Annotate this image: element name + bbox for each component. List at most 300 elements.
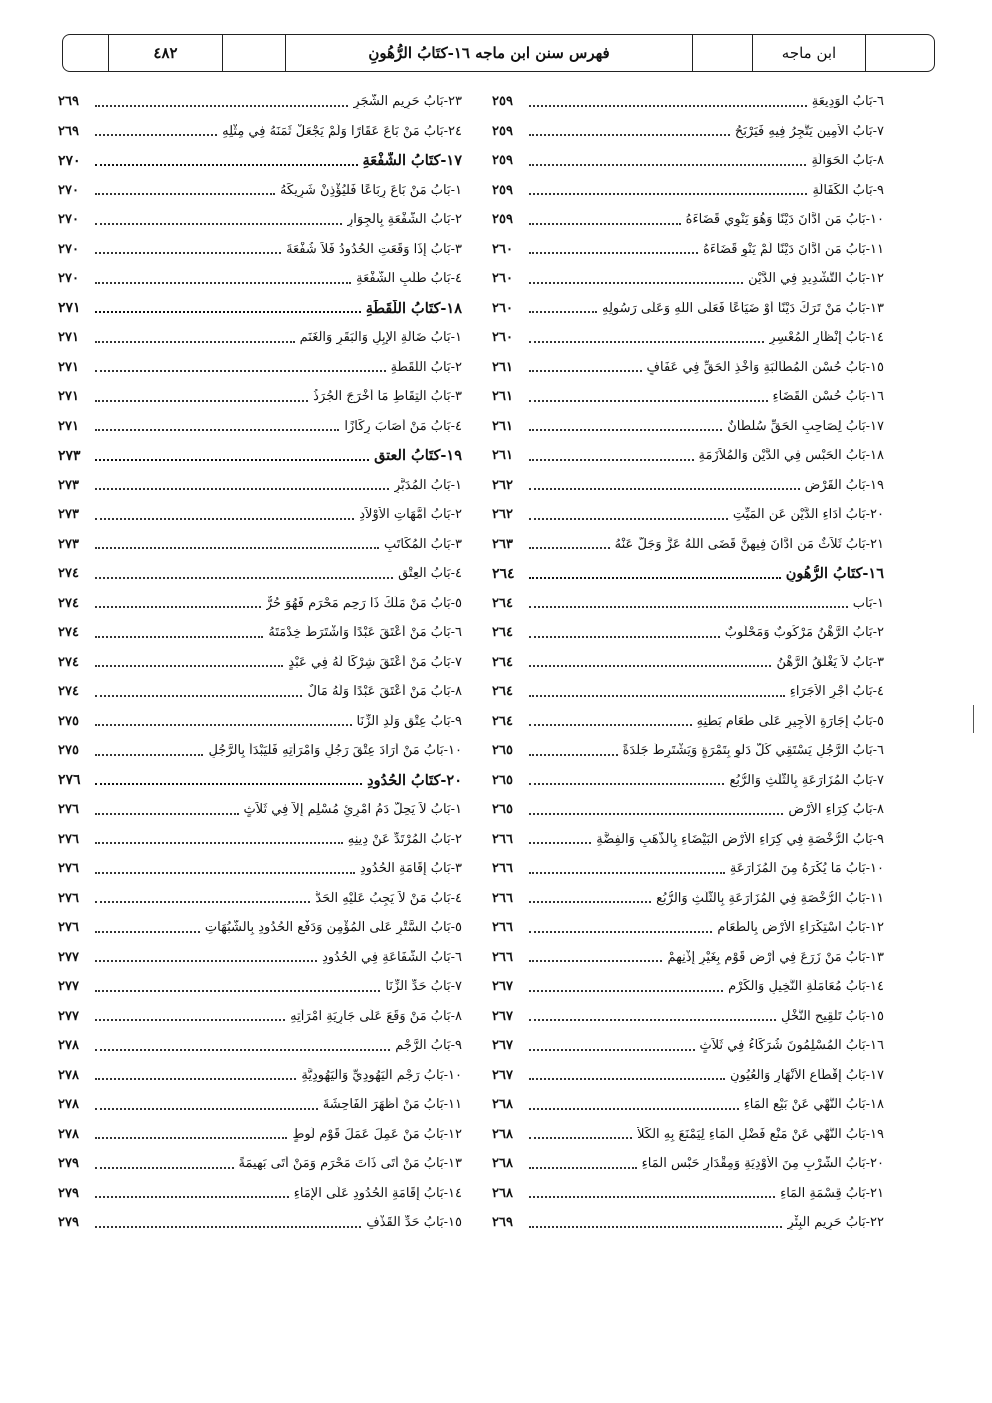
toc-entry-page: ٢٦٧ [492,979,513,995]
toc-entry-title: ٣-بَابُ إِذَا وَقَعَتِ الْحُدُودُ فَلاَ شُفْعَةَ [286,241,462,257]
dot-leader [95,783,362,785]
toc-entry [58,1002,462,1032]
toc-entry-title: ٤-بَابُ طَلَبِ الشُّفْعَةِ [356,271,462,287]
dot-leader [95,1137,287,1139]
toc-entry [492,117,884,147]
toc-entry [492,176,884,206]
toc-entry [492,382,884,412]
toc-entry [492,1179,884,1209]
toc-entry-title: ٣-بَابُ لاَ يَغْلَقُ الرَّهْنُ [776,654,884,670]
toc-entry [58,825,462,855]
toc-entry [58,677,462,707]
toc-entry [492,412,884,442]
toc-entry-page: ٢٦٤ [492,684,513,700]
toc-entry-page: ٢٦٧ [492,1008,513,1024]
dot-leader [95,636,263,638]
toc-entry [58,972,462,1002]
toc-entry-page: ٢٦٦ [492,861,513,877]
toc-entry-title: ١-بَاب [852,595,884,611]
toc-entry [492,500,884,530]
toc-entry [58,589,462,619]
dot-leader [95,193,275,195]
dot-leader [529,665,771,667]
toc-entry-page: ٢٥٩ [492,94,513,110]
toc-entry [58,87,462,117]
toc-entry-title: ١-بَابُ مَنْ بَاعَ رِبَاعًا فَلْيُؤْذِنْ شَرِيكَهُ [280,182,462,198]
dot-leader [529,488,800,490]
toc-entry [58,943,462,973]
toc-entry-title: ١٥-بَابُ حَدِّ الْقَذْفِ [366,1215,462,1231]
toc-entry [58,1208,462,1238]
toc-entry-page: ٢٦١ [492,389,513,405]
toc-entry-title: ١٥-بَابُ حُسْنِ الْمُطَالَبَةِ وَأَخْذِ الْحَقِّ فِي عَفَافٍ [646,359,884,375]
dot-leader [95,1196,289,1198]
toc-entry-page: ٢٦٢ [492,507,513,523]
toc-entry-title: ٩-بَابُ عِتْقِ وَلَدِ الزِّنَا [356,713,462,729]
toc-entry-page: ٢٧١ [58,359,79,375]
toc-entry-page: ٢٦٨ [492,1185,513,1201]
toc-entry [492,1208,884,1238]
dot-leader [95,459,369,461]
toc-entry-page: ٢٧٦ [58,831,79,847]
toc-entry-page: ٢٧٩ [58,1156,79,1172]
toc-entry-title: ٥-بَابُ السَّتْرِ عَلَى الْمُؤْمِنِ وَدَفْعِ الْحُدُودِ بِالشُّبُهَاتِ [204,920,462,936]
toc-entry [492,205,884,235]
toc-entry-page: ٢٧٦ [58,920,79,936]
toc-entry [492,1031,884,1061]
dot-leader [95,901,310,903]
toc-entry-page: ٢٦١ [492,418,513,434]
toc-entry-title: ٢٠-بَابُ أَدَاءِ الدَّيْنِ عَنِ الْمَيِّتِ [732,507,884,523]
toc-entry-page: ٢٦١ [492,359,513,375]
toc-entry-title: ٣-بَابُ إِقَامَةِ الْحُدُودِ [359,861,462,877]
toc-entry [58,205,462,235]
dot-leader [95,577,393,579]
toc-entry-title: ١٢-بَابُ اسْتِكْرَاءِ الأَرْضِ بِالطَّعَامِ [717,920,884,936]
toc-entry-title: ١٦-بَابُ حُسْنِ الْقَضَاءِ [772,389,884,405]
dot-leader [529,1078,725,1080]
toc-entry-title: ١٢-بَابُ التَّشْدِيدِ فِي الدَّيْنِ [748,271,884,287]
toc-entry [492,146,884,176]
toc-entry [58,235,462,265]
dot-leader [529,1137,632,1139]
toc-entry [492,1061,884,1091]
dot-leader [529,193,807,195]
toc-entry [492,1002,884,1032]
page-title: فهرس سنن ابن ماجه ١٦-كتَابُ الرُّهُونِ [286,35,693,71]
toc-entry [58,736,462,766]
dot-leader [95,960,317,962]
toc-entry-page: ٢٦٧ [492,1038,513,1054]
toc-book-heading [492,559,884,589]
dot-leader [95,931,200,933]
toc-entry-title: ١٨-بَابُ الْحَبْسِ فِي الدَّيْنِ وَالْمُلاَزَمَةِ [698,448,884,464]
dot-leader [95,1108,318,1110]
dot-leader [529,1049,695,1051]
toc-entry-title: ١١-بَابُ مَنِ ادَّانَ دَيْنًا لَمْ يَنْوِ قَضَاءَهُ [703,241,884,257]
toc-column-left [58,87,462,1238]
toc-entry [492,854,884,884]
toc-entry [58,117,462,147]
dot-leader [529,960,662,962]
toc-entry-title: ١-بَابُ لاَ يَحِلُّ دَمُ امْرِئٍ مُسْلِمٍ إِلاَّ فِي ثَلاَثٍ [243,802,462,818]
dot-leader [529,842,591,844]
dot-leader [529,606,848,608]
toc-entry-page: ٢٦٤ [492,565,515,582]
toc-entry-page: ٢٦٠ [492,300,513,316]
dot-leader [95,1167,234,1169]
page-number: ٤٨٢ [109,35,223,71]
dot-leader [529,429,722,431]
toc-entry-page: ٢٧٤ [58,625,79,641]
toc-entry-page: ٢٥٩ [492,153,513,169]
toc-entry-page: ٢٧٠ [58,212,79,228]
toc-entry [58,559,462,589]
toc-entry [492,530,884,560]
toc-entry-page: ٢٦٥ [492,772,513,788]
toc-entry-page: ٢٦٦ [492,890,513,906]
toc-entry-page: ٢٧٧ [58,1008,79,1024]
toc-entry [58,795,462,825]
toc-book-heading [58,294,462,324]
toc-entry-title: ٨-بَابُ مَنْ أَعْتَقَ عَبْدًا وَلَهُ مَالٌ [307,684,462,700]
toc-entry-page: ٢٧٧ [58,979,79,995]
toc-entry-page: ٢٧٩ [58,1185,79,1201]
toc-entry-page: ٢٦٧ [492,1067,513,1083]
toc-entry-page: ٢٧١ [58,389,79,405]
toc-entry-title: ٦-بَابُ الْوَدِيعَةِ [811,94,884,110]
dot-leader [95,1049,390,1051]
dot-leader [529,577,781,579]
toc-entry-page: ٢٧٠ [58,241,79,257]
toc-entry [58,1149,462,1179]
toc-entry-title: ٣-بَابُ الْتِقَاطِ مَا أَخْرَجَ الْجُرَذُ [313,389,462,405]
toc-entry-page: ٢٧١ [58,330,79,346]
dot-leader [529,901,651,903]
dot-leader [95,990,380,992]
toc-entry-page: ٢٧٤ [58,654,79,670]
toc-entry [492,884,884,914]
toc-entry-title: ٦-بَابُ الرَّجُلِ يَسْتَقِي كُلَّ دَلْوٍ بِتَمْرَةٍ وَيَشْتَرِطُ جَلْدَةً [622,743,884,759]
toc-entry-title: ٢-بَابُ أُمَّهَاتِ الأَوْلاَدِ [359,507,462,523]
dot-leader [95,547,379,549]
toc-entry-title: ٢-بَابُ اللُّقَطَةِ [390,359,462,375]
toc-entry-page: ٢٦٠ [492,271,513,287]
dot-leader [95,842,343,844]
dot-leader [529,311,597,313]
toc-entry-page: ٢٧٣ [58,477,79,493]
toc-entry [58,530,462,560]
dot-leader [529,282,743,284]
toc-entry-page: ٢٦٩ [58,94,79,110]
toc-entry-page: ٢٦٨ [492,1126,513,1142]
toc-entry-title: ١٣-بَابُ مَنْ تَرَكَ دَيْنًا أَوْ ضَيَاعًا فَعَلَى اللَّهِ وَعَلَى رَسُولِهِ [601,300,884,316]
toc-entry-page: ٢٧١ [58,418,79,434]
toc-entry-page: ٢٧٨ [58,1126,79,1142]
toc-entry-title: ٩-بَابُ الرُّخْصَةِ فِي كِرَاءِ الأَرْضِ الْبَيْضَاءِ بِالذَّهَبِ وَالْفِضَّةِ [596,831,884,847]
toc-entry-page: ٢٦٦ [492,920,513,936]
toc-entry-page: ٢٧٤ [58,684,79,700]
toc-entry [58,884,462,914]
margin-mark [973,705,974,733]
toc-entry-page: ٢٧٦ [58,890,79,906]
toc-entry [492,736,884,766]
toc-entry-page: ٢٦٨ [492,1097,513,1113]
toc-entry-title: ١١-بَابُ الرُّخْصَةِ فِي الْمُزَارَعَةِ بِالثُّلُثِ وَالرُّبُعِ [656,890,884,906]
toc-entry-title: ١٧-بَابُ لِصَاحِبِ الْحَقِّ سُلْطَانٌ [727,418,884,434]
toc-entry [492,235,884,265]
toc-entry-title: ١٠-بَابُ رَجْمِ الْيَهُودِيِّ وَالْيَهُودِيَّةِ [301,1067,462,1083]
toc-entry-page: ٢٧٩ [58,1215,79,1231]
dot-leader [95,370,386,372]
toc-entry-page: ٢٧٣ [58,536,79,552]
dot-leader [95,134,217,136]
toc-entry-title: ٤-بَابُ مَنْ أَصَابَ رِكَازًا [344,418,462,434]
toc-entry [58,176,462,206]
toc-entry-title: ٩-بَابُ الْكَفَالَةِ [812,182,884,198]
toc-entry-page: ٢٦٥ [492,802,513,818]
toc-entry [58,648,462,678]
dot-leader [529,1226,782,1228]
toc-entry-title: ١٧-كتَابُ الشُّفْعَةِ [362,152,462,170]
header-cell-empty [693,35,753,71]
toc-entry-title: ١٣-بَابُ مَنْ أَتَى ذَاتَ مَحْرَمٍ وَمَنْ أَتَى بَهِيمَةً [238,1156,462,1172]
toc-entry [492,913,884,943]
toc-entry-title: ٨-بَابُ كِرَاءِ الأَرْضِ [788,802,884,818]
toc-entry [58,412,462,442]
toc-entry-title: ٢٠-بَابُ الشُّرْبِ مِنَ الأَوْدِيَةِ وَمِقْدَارِ حَبْسِ الْمَاءِ [641,1156,884,1172]
toc-entry-title: ١٥-بَابُ تَلْقِيحِ النَّخْلِ [781,1008,884,1024]
dot-leader [95,488,389,490]
toc-entry [58,618,462,648]
toc-entry-page: ٢٦٩ [58,123,79,139]
toc-entry-page: ٢٧٦ [58,802,79,818]
toc-entry [58,854,462,884]
dot-leader [95,400,308,402]
toc-entry [58,471,462,501]
toc-entry [58,264,462,294]
dot-leader [95,1226,361,1228]
toc-entry-page: ٢٦٤ [492,713,513,729]
toc-entry-page: ٢٧٠ [58,182,79,198]
dot-leader [529,872,725,874]
dot-leader [529,105,807,107]
toc-entry [58,1179,462,1209]
page-header [62,34,935,72]
toc-entry-title: ٩-بَابُ الرَّجْمِ [395,1038,462,1054]
dot-leader [529,931,712,933]
toc-entry [492,1120,884,1150]
toc-entry [492,471,884,501]
toc-entry [492,353,884,383]
toc-entry-title: ٦-بَابُ مَنْ أَعْتَقَ عَبْدًا وَاشْتَرَطَ خِدْمَتَهُ [268,625,462,641]
dot-leader [529,341,764,343]
toc-entry [492,766,884,796]
toc-entry-page: ٢٧١ [58,300,81,317]
toc-entry-page: ٢٦٠ [492,241,513,257]
toc-entry-page: ٢٧٣ [58,507,79,523]
toc-entry-title: ٢-بَابُ الْمُرْتَدِّ عَنْ دِينِهِ [347,831,462,847]
toc-column-right [492,87,884,1238]
toc-entry-title: ١٩-بَابُ الْقَرْضِ [804,477,884,493]
dot-leader [95,695,302,697]
dot-leader [95,1078,296,1080]
toc-entry [492,825,884,855]
toc-book-heading [58,441,462,471]
dot-leader [529,813,783,815]
toc-entry-page: ٢٧٤ [58,566,79,582]
dot-leader [529,1196,775,1198]
dot-leader [95,872,355,874]
dot-leader [95,518,354,520]
toc-entry-title: ٧-بَابُ مَنْ أَعْتَقَ شِرْكًا لَهُ فِي عَبْدٍ [288,654,462,670]
toc-entry [58,323,462,353]
toc-entry-page: ٢٧٥ [58,713,79,729]
dot-leader [529,400,768,402]
toc-entry-title: ٥-بَابُ إِجَارَةِ الأَجِيرِ عَلَى طَعَامِ بَطْنِهِ [696,713,884,729]
toc-entry [492,589,884,619]
toc-entry [492,87,884,117]
toc-entry-page: ٢٦٤ [492,595,513,611]
toc-entry-title: ١٦-بَابُ الْمُسْلِمُونَ شُرَكَاءُ فِي ثَلاَثٍ [699,1038,884,1054]
dot-leader [529,783,724,785]
toc-entry-title: ٨-بَابُ مَنْ وَقَعَ عَلَى جَارِيَةِ امْرَأَتِهِ [290,1008,462,1024]
toc-entry-title: ١-بَابُ ضَالَّةِ الإِبِلِ وَالْبَقَرِ وَالْغَنَمِ [299,330,462,346]
toc-entry-title: ٤-بَابُ أَجْرِ الأُجَرَاءِ [789,684,884,700]
dot-leader [95,105,348,107]
toc-entry [492,943,884,973]
dot-leader [529,695,785,697]
dot-leader [529,164,806,166]
dot-leader [95,282,351,284]
toc-entry-title: ١٠-بَابُ مَنِ ادَّانَ دَيْنًا وَهُوَ يَنْوِي قَضَاءَهُ [685,212,884,228]
toc-entry-title: ٤-بَابُ الْعِتْقِ [398,566,462,582]
toc-entry [58,1120,462,1150]
toc-entry-page: ٢٧٨ [58,1038,79,1054]
toc-entry-title: ٥-بَابُ مَنْ مَلَكَ ذَا رَحِمٍ مَحْرَمٍ فَهُوَ حُرٌّ [265,595,462,611]
toc-entry [58,707,462,737]
toc-entry [492,618,884,648]
toc-entry-page: ٢٧٥ [58,743,79,759]
dot-leader [529,459,694,461]
toc-entry-title: ١١-بَابُ مَنْ أَظْهَرَ الْفَاحِشَةَ [322,1097,462,1113]
dot-leader [529,134,730,136]
header-cell-empty [63,35,109,71]
toc-entry-page: ٢٦٩ [492,1215,513,1231]
toc-entry [492,648,884,678]
toc-entry-title: ١٩-كتَابُ العتقِ [374,447,462,465]
dot-leader [529,223,681,225]
toc-entry [492,1149,884,1179]
dot-leader [529,636,720,638]
toc-entry-page: ٢٦١ [492,448,513,464]
dot-leader [95,754,203,756]
toc-entry-page: ٢٦٨ [492,1156,513,1172]
toc-book-heading [58,146,462,176]
toc-book-heading [58,766,462,796]
toc-entry-title: ١٣-بَابُ مَنْ زَرَعَ فِي أَرْضِ قَوْمٍ بِغَيْرِ إِذْنِهِمْ [667,949,884,965]
toc-entry-page: ٢٧٦ [58,861,79,877]
toc-entry-title: ٨-بَابُ الْحَوَالَةِ [811,153,884,169]
toc-entry-title: ٢٢-بَابُ حَرِيمِ الْبِئْرِ [787,1215,884,1231]
toc-entry-title: ١٧-بَابُ إِقْطَاعِ الأَنْهَارِ وَالْعُيُونِ [730,1067,884,1083]
toc-entry-title: ٢-بَابُ الشُّفْعَةِ بِالْجِوَارِ [347,212,462,228]
toc-entry-title: ١٨-كتَابُ اللُّقَطَةِ [365,299,462,317]
toc-entry [58,1031,462,1061]
dot-leader [529,547,610,549]
toc-entry-page: ٢٦٠ [492,330,513,346]
toc-entry [58,913,462,943]
toc-entry-title: ٣-بَابُ الْمُكَاتَبِ [384,536,462,552]
toc-entry-title: ٦-بَابُ الشَّفَاعَةِ فِي الْحُدُودِ [322,949,462,965]
toc-entry [58,353,462,383]
dot-leader [529,754,618,756]
dot-leader [529,990,723,992]
toc-entry-page: ٢٧٣ [58,447,81,464]
toc-entry [492,323,884,353]
toc-entry-title: ٢٠-كتَابُ الحُدُودِ [367,771,462,789]
toc-entry-page: ٢٧٧ [58,949,79,965]
toc-entry [492,441,884,471]
header-cell-empty [223,35,286,71]
dot-leader [95,341,295,343]
toc-entry-title: ١٤-بَابُ مُعَامَلَةِ النَّخِيلِ وَالْكَرْمِ [728,979,884,995]
toc-entry-title: ٧-بَابُ حَدِّ الزِّنَا [385,979,462,995]
toc-entry-page: ٢٧٠ [58,152,81,169]
toc-entry-page: ٢٦٤ [492,654,513,670]
toc-entry-title: ٢٤-بَابُ مَنْ بَاعَ عَقَارًا وَلَمْ يَجْعَلْ ثَمَنَهُ فِي مِثْلِهِ [222,123,462,139]
toc-entry-page: ٢٥٩ [492,212,513,228]
toc-entry-title: ١٤-بَابُ إِقَامَةِ الْحُدُودِ عَلَى الإِمَاءِ [293,1185,462,1201]
toc-entry [492,677,884,707]
author-name: ابن ماجه [753,35,866,71]
toc-entry-title: ٧-بَابُ الْمُزَارَعَةِ بِالثُّلُثِ وَالرُّبُعِ [729,772,884,788]
toc-entry-title: ١٠-بَابُ مَنْ أَرَادَ عِتْقَ رَجُلٍ وَامْرَأَتِهِ فَلْيَبْدَأْ بِالرَّجُلِ [208,743,462,759]
toc-entry-title: ١٩-بَابُ النَّهْيِ عَنْ مَنْعِ فَضْلِ الْمَاءِ لِيَمْنَعَ بِهِ الْكَلأَ [637,1126,884,1142]
toc-entry [492,264,884,294]
toc-entry-title: ١٠-بَابُ مَا يُكْرَهُ مِنَ الْمُزَارَعَةِ [729,861,884,877]
dot-leader [529,724,692,726]
toc-entry-page: ٢٥٩ [492,123,513,139]
toc-entry-page: ٢٦٦ [492,831,513,847]
toc-entry-title: ١٨-بَابُ النَّهْيِ عَنْ بَيْعِ الْمَاءِ [743,1097,884,1113]
toc-entry-page: ٢٦٥ [492,743,513,759]
toc-entry-page: ٢٦٦ [492,949,513,965]
toc-entry [58,500,462,530]
header-cell-empty [866,35,934,71]
dot-leader [95,429,339,431]
toc-entry [58,1090,462,1120]
dot-leader [95,164,358,166]
toc-entry-page: ٢٧٠ [58,271,79,287]
dot-leader [95,223,342,225]
dot-leader [95,606,261,608]
toc-entry-title: ٢١-بَابُ قِسْمَةِ الْمَاءِ [780,1185,884,1201]
toc-entry-page: ٢٧٨ [58,1067,79,1083]
toc-entry-title: ١٢-بَابُ مَنْ عَمِلَ عَمَلَ قَوْمِ لُوطٍ [292,1126,462,1142]
dot-leader [529,1167,637,1169]
toc-entry-page: ٢٧٦ [58,772,81,789]
toc-entry [492,707,884,737]
dot-leader [529,1108,739,1110]
toc-entry-page: ٢٦٣ [492,536,513,552]
toc-entry-title: ٢-بَابُ الرَّهْنُ مَرْكُوبٌ وَمَحْلُوبٌ [724,625,884,641]
toc-entry-page: ٢٧٨ [58,1097,79,1113]
dot-leader [95,665,283,667]
toc-entry-title: ١-بَابُ الْمُدَبَّرِ [393,477,462,493]
toc-entry-page: ٢٧٤ [58,595,79,611]
dot-leader [529,370,642,372]
